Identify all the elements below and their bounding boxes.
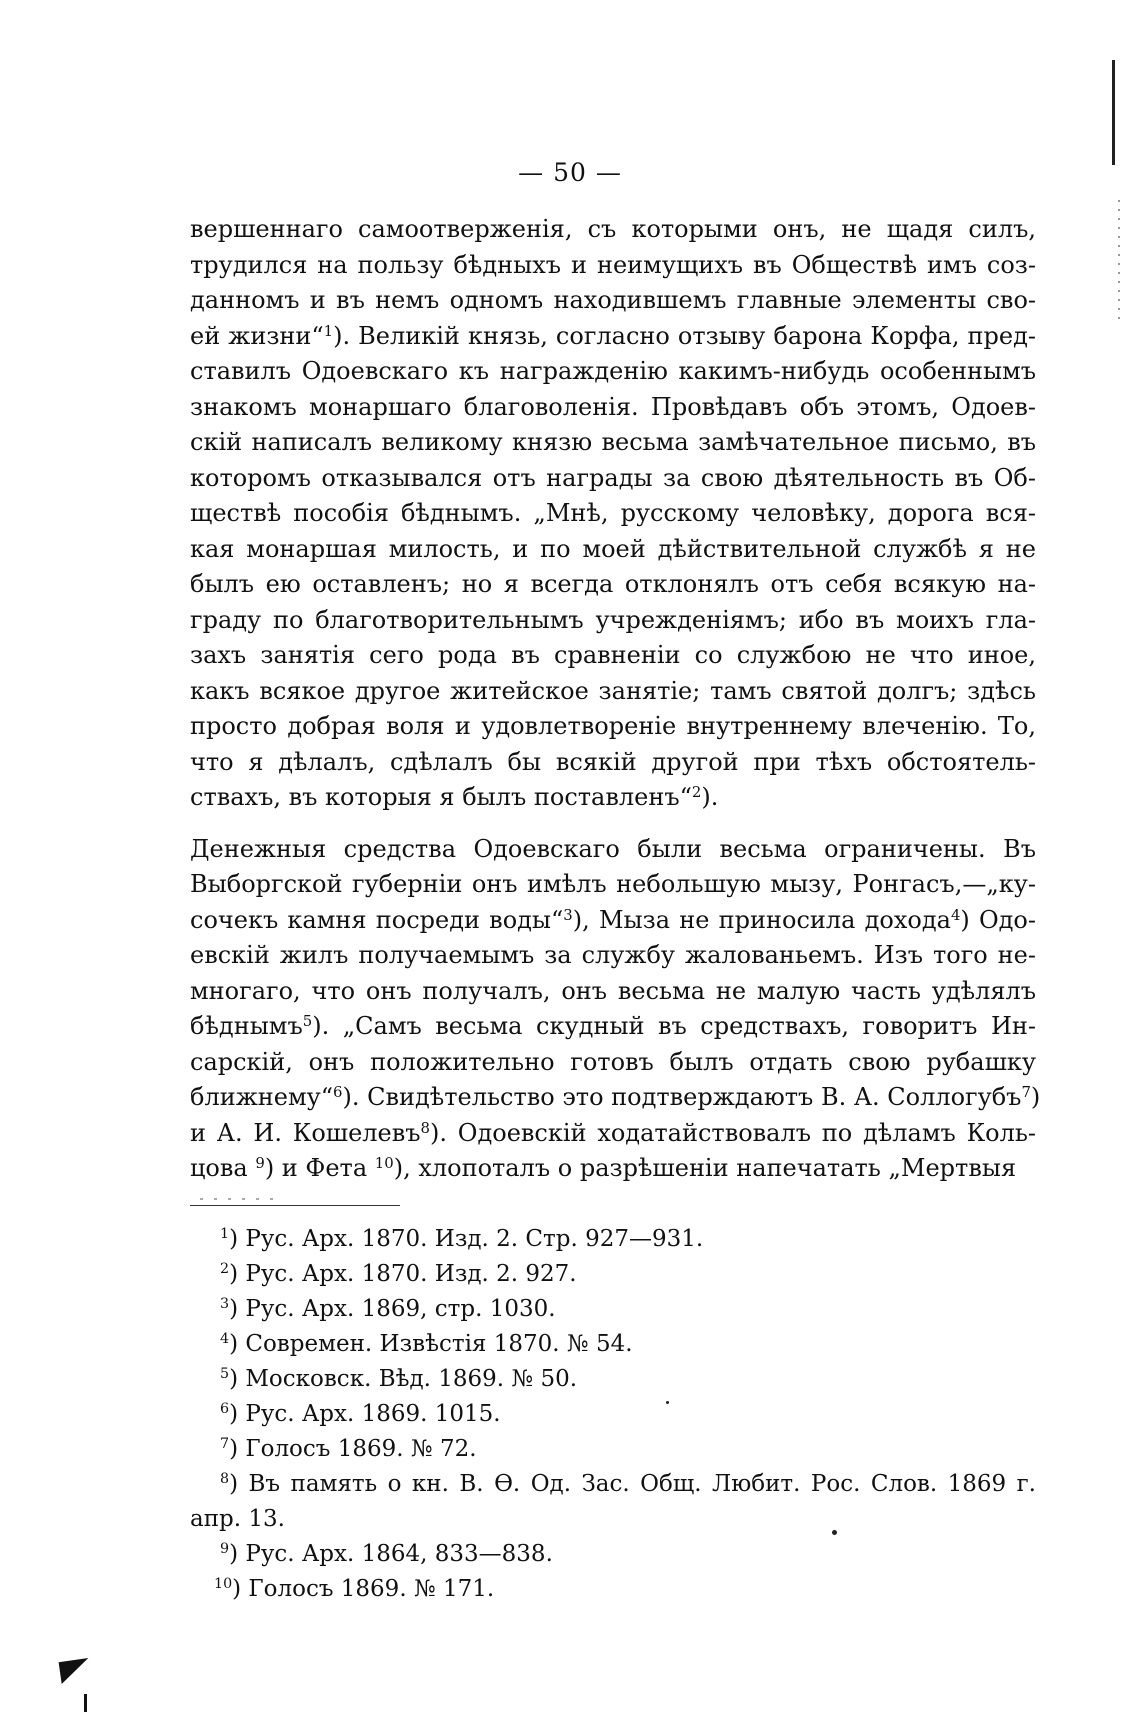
text-line: захъ занятія сего рода въ сравненіи со службою не что иное, (190, 641, 1036, 669)
footnote-ref: 7 (1021, 1082, 1031, 1101)
footnote-ref: 1 (323, 321, 334, 340)
page-edge-dots (1118, 200, 1120, 320)
footnote-text: ) Современ. Извѣстія 1870. № 54. (229, 1331, 633, 1357)
text-line: данномъ и въ немъ одномъ находившемъ главные элементы сво- (190, 286, 1036, 314)
footnote-number: 6 (220, 1401, 230, 1418)
footnote-ref: 5 (302, 1011, 313, 1030)
footnote-ref: 10 (374, 1153, 394, 1172)
footnote-ref: 9 (255, 1153, 265, 1172)
text-line: многаго, что онъ получалъ, онъ весьма не малую часть удѣлялъ (190, 976, 1036, 1005)
text-line: Денежныя средства Одоевскаго были весьма ограничены. Въ (190, 834, 1036, 863)
footnote-ref: 6 (333, 1082, 343, 1101)
footnote-text: ) Рус. Арх. 1869. 1015. (229, 1401, 501, 1427)
footnote (190, 1432, 1036, 1467)
paragraph-2 (190, 832, 1041, 1187)
main-text (190, 212, 1041, 1187)
text-line (190, 319, 1036, 355)
text-segment: ), Мыза не приносила дохода (572, 905, 951, 934)
text-segment: цова (190, 1154, 256, 1182)
footnote-text: ) Рус. Арх. 1870. Изд. 2. Стр. 927—931. (229, 1226, 704, 1252)
footnote (190, 1397, 1036, 1432)
text-line: евскій жилъ получаемымъ за службу жалованьемъ. Изъ того не- (190, 941, 1036, 969)
speck (666, 1401, 669, 1404)
text-segment: ей жизни“ (190, 321, 324, 350)
text-line: трудился на пользу бѣдныхъ и неимущихъ въ Обществѣ имъ соз- (190, 250, 1036, 279)
footnote (190, 1572, 1036, 1607)
text-segment: ) и Фета (264, 1154, 375, 1182)
footnote (190, 1362, 1036, 1397)
footnote-text: ) Рус. Арх. 1864, 833—838. (229, 1541, 553, 1567)
text-line (190, 1009, 1036, 1045)
footnote (190, 1257, 1036, 1292)
text-segment: ) (1030, 1083, 1041, 1111)
text-segment: ). (701, 783, 719, 811)
text-segment: ). Свидѣтельство это подтверждаютъ В. А. Соллогубъ (342, 1083, 1022, 1111)
text-segment: и А. И. Кошелевъ (190, 1118, 421, 1147)
text-segment: ). Одоевскій ходатайствовалъ по дѣламъ Коль- (430, 1118, 1037, 1147)
footnote (190, 1292, 1036, 1327)
text-line: былъ ею оставленъ; но я всегда отклонялъ отъ себя всякую на- (190, 570, 1036, 598)
footnote-number: 9 (220, 1541, 230, 1558)
footnote-ref: 3 (563, 905, 573, 924)
footnote-number: 2 (220, 1261, 230, 1278)
text-segment: ближнему“ (190, 1083, 334, 1111)
text-segment: ). Великій князь, согласно отзыву барона Корфа, пред- (333, 321, 1036, 350)
text-line (190, 1151, 1036, 1187)
footnote-separator (190, 1205, 400, 1206)
footnote (190, 1222, 1036, 1257)
footnote-number: 1 (220, 1226, 230, 1243)
text-line: что я дѣлалъ, сдѣлалъ бы всякій другой при тѣхъ обстоятель- (190, 747, 1036, 776)
footnote-continuation: апр. 13. (190, 1506, 285, 1532)
footnote-text: ) Голосъ 1869. № 171. (232, 1576, 495, 1602)
corner-mark-icon (59, 1658, 92, 1684)
text-line (190, 1116, 1036, 1152)
footnote-text: ) Рус. Арх. 1870. Изд. 2. 927. (229, 1261, 577, 1287)
text-segment: сочекъ камня посреди воды“ (190, 905, 564, 934)
footnote-text: ) Московск. Вѣд. 1869. № 50. (229, 1366, 578, 1392)
footnote (190, 1327, 1036, 1362)
corner-tick (84, 1694, 87, 1712)
text-line: просто добрая воля и удовлетвореніе внутреннему влеченію. То, (190, 712, 1036, 740)
page-number: — 50 — (518, 158, 622, 187)
speck (832, 1530, 837, 1535)
footnote-text: ) Въ память о кн. В. Ѳ. Од. Зас. Общ. Любит. Рос. Слов. 1869 г. (229, 1471, 1036, 1497)
footnote-number: 10 (214, 1576, 233, 1593)
footnote-text: ) Рус. Арх. 1869, стр. 1030. (229, 1296, 556, 1322)
text-segment: ), хлопоталъ о разрѣшеніи напечатать „Мертвыя (393, 1154, 1017, 1182)
text-line: какъ всякое другое житейское занятіе; тамъ святой долгъ; здѣсь (190, 676, 1036, 705)
text-line (190, 903, 1036, 939)
footnotes (190, 1222, 1036, 1607)
footnote-number: 5 (220, 1366, 230, 1383)
text-line (190, 780, 1036, 816)
page-edge-line (1112, 60, 1115, 165)
footnote (190, 1537, 1036, 1572)
footnote-number: 4 (220, 1331, 230, 1348)
text-line: Выборгской губерніи онъ имѣлъ небольшую мызу, Ронгасъ,—„ку- (190, 870, 1036, 898)
text-segment: ствахъ, въ которыя я былъ поставленъ“ (190, 783, 692, 811)
text-segment: ). „Самъ весьма скудный въ средствахъ, говоритъ Ин- (312, 1012, 1036, 1040)
text-line (190, 1080, 1041, 1116)
footnote-ref: 4 (950, 905, 961, 924)
text-line: вершеннаго самоотверженія, съ которыми онъ, не щадя силъ, (190, 215, 1036, 243)
footnote-number: 8 (220, 1471, 230, 1488)
text-line: знакомъ монаршаго благоволенія. Провѣдавъ объ этомъ, Одоев- (190, 392, 1036, 421)
text-segment: ) Одо- (960, 905, 1036, 934)
text-line: кая монаршая милость, и по моей дѣйствительной службѣ я не (190, 534, 1036, 563)
text-line: ществѣ пособія бѣднымъ. „Мнѣ, русскому человѣку, дорога вся- (190, 499, 1036, 527)
text-line: граду по благотворительнымъ учрежденіямъ; ибо въ моихъ гла- (190, 605, 1036, 634)
text-segment: бѣднымъ (190, 1012, 303, 1040)
footnote-ref: 8 (420, 1118, 430, 1137)
footnote-number: 3 (220, 1296, 230, 1313)
text-line: ставилъ Одоевскаго къ награжденію какимъ-нибудь особеннымъ (190, 357, 1036, 385)
footnote (190, 1467, 1036, 1502)
footnote-number: 7 (220, 1436, 230, 1453)
text-line: скій написалъ великому князю весьма замѣчательное письмо, въ (190, 428, 1036, 456)
footnote-ref: 2 (691, 782, 702, 801)
separator-ticks (200, 1198, 280, 1200)
text-line: которомъ отказывался отъ награды за свою дѣятельность въ Об- (190, 463, 1036, 492)
text-line: сарскій, онъ положительно готовъ былъ отдать свою рубашку (190, 1047, 1036, 1076)
footnote-text: ) Голосъ 1869. № 72. (229, 1436, 477, 1462)
paragraph-1 (190, 212, 1036, 816)
